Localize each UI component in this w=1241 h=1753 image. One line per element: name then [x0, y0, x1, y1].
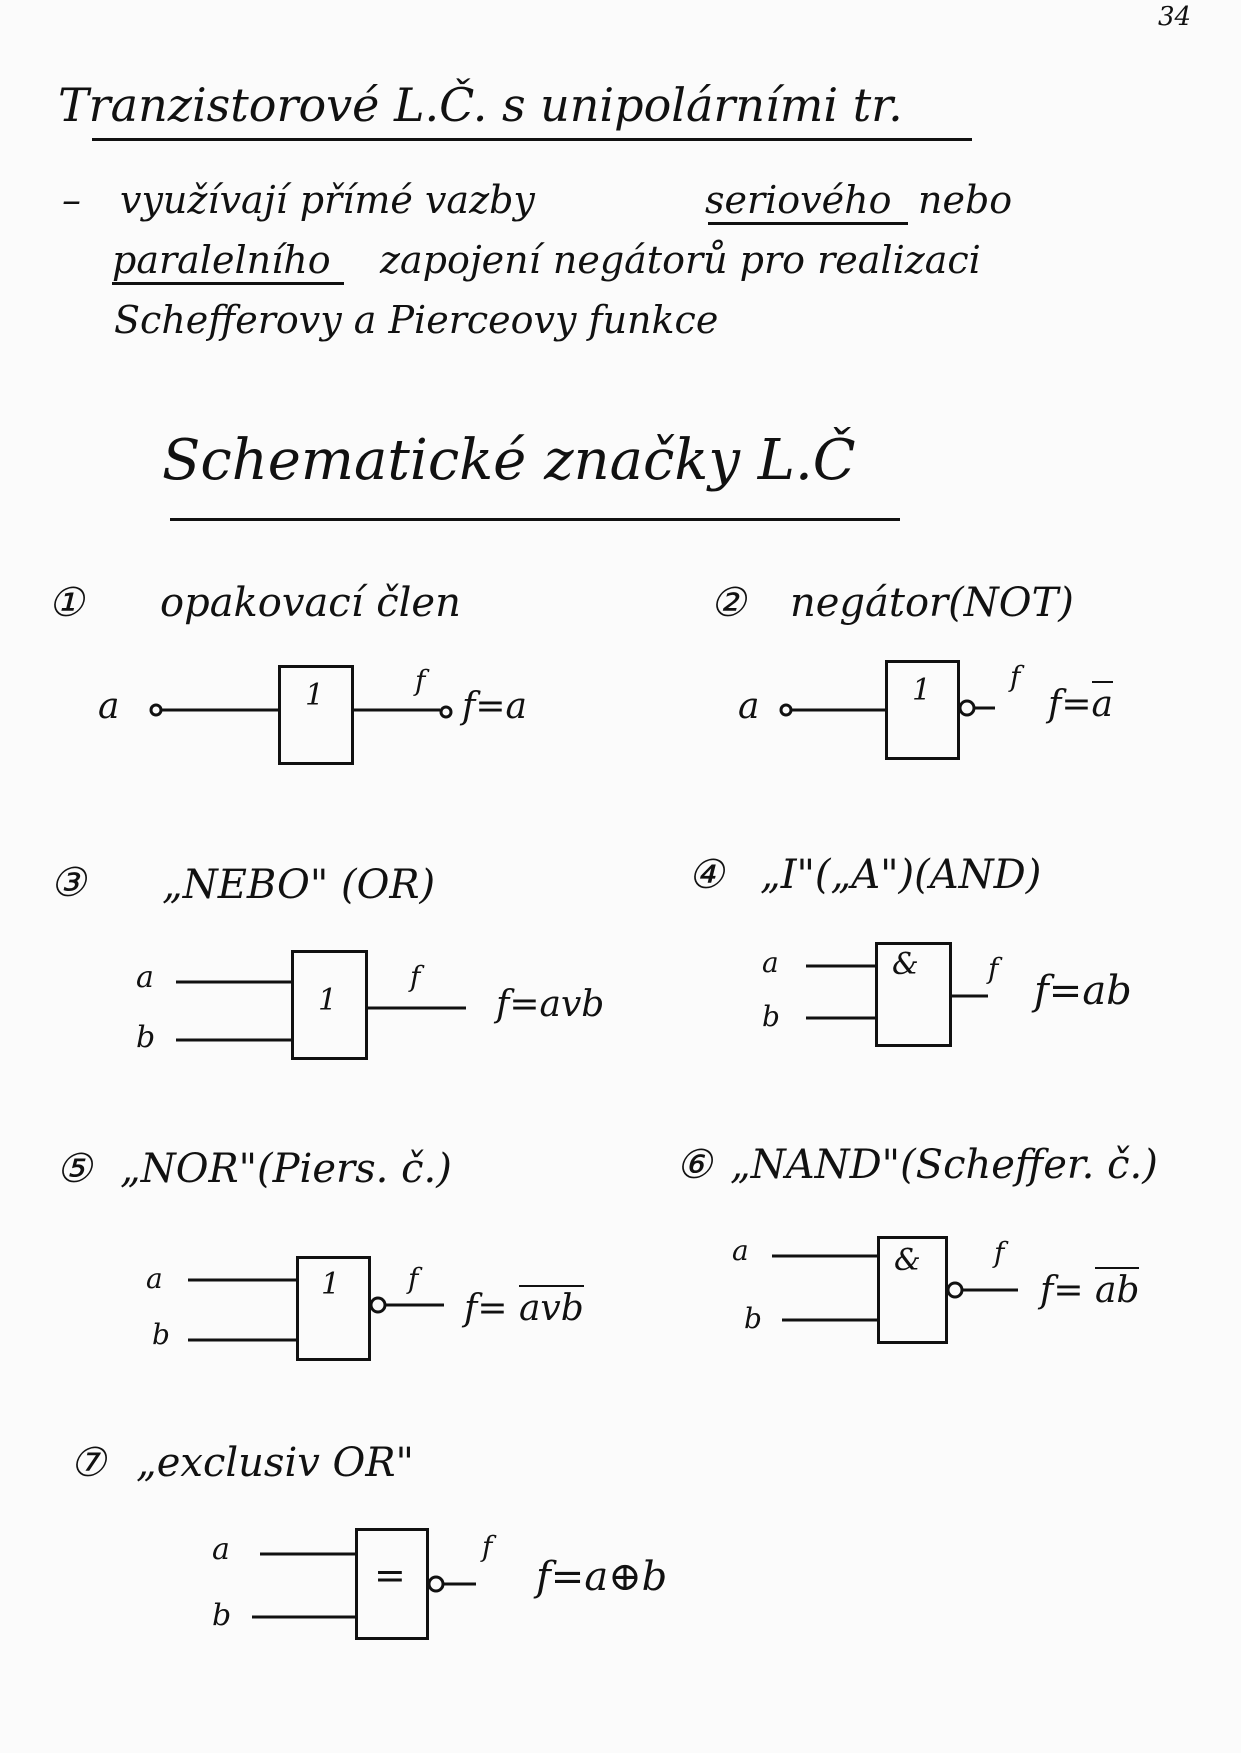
gate-3-formula: f=avb	[496, 984, 605, 1025]
gate-6-input-b: b	[744, 1302, 762, 1335]
gate-5-label: „NOR"(Piers. č.)	[120, 1146, 452, 1192]
bullet-line1-b: seriového	[705, 178, 892, 222]
gate-5-number: ⑤	[56, 1146, 92, 1192]
negation-bubble	[960, 701, 974, 715]
gate-1-formula: f=a	[462, 686, 527, 727]
gate-1-number: ①	[48, 580, 84, 626]
bullet-line3: Schefferovy a Pierceovy funkce	[114, 298, 719, 342]
gate-1-box	[278, 665, 354, 765]
gate-2-output: f	[1010, 660, 1021, 693]
gate-4-formula: f=ab	[1034, 968, 1132, 1014]
gate-4-box	[875, 942, 952, 1047]
bullet-dash: –	[62, 178, 81, 222]
gate-3-input-b: b	[136, 1020, 156, 1055]
page-number: 34	[1158, 2, 1192, 32]
gate-4-label: „I"(„A")(AND)	[760, 852, 1042, 898]
gate-5-symbol: 1	[321, 1267, 341, 1302]
gate-3-number: ③	[50, 860, 86, 906]
gate-1-input-a: a	[98, 686, 120, 727]
gate-4-symbol: &	[892, 947, 919, 982]
output-terminal	[441, 707, 451, 717]
gate-1-output: f	[415, 664, 426, 697]
gate-6-output: f	[994, 1236, 1005, 1269]
gate-4-number: ④	[688, 852, 724, 898]
bullet-line2-b: zapojení negátorů pro realizaci	[380, 238, 981, 282]
gate-2-box	[885, 660, 960, 760]
gate-3-box	[291, 950, 368, 1060]
bullet-line1-c: nebo	[918, 178, 1013, 222]
gate-5-input-b: b	[152, 1318, 170, 1351]
gate-6-formula: f= ab	[1040, 1270, 1139, 1311]
gate-7-output: f	[482, 1530, 493, 1563]
gate-2-formula: f=a	[1048, 684, 1113, 725]
gate-5-formula: f= avb	[464, 1288, 584, 1329]
gate-5-output: f	[408, 1262, 419, 1295]
gate-3-symbol: 1	[318, 983, 338, 1018]
gate-2-symbol: 1	[912, 673, 932, 708]
gate-7-box	[355, 1528, 429, 1640]
gate-6-input-a: a	[732, 1234, 749, 1267]
gate-7-input-b: b	[212, 1598, 232, 1633]
gate-4-input-b: b	[762, 1000, 780, 1033]
gate-1-label: opakovací člen	[160, 580, 461, 626]
gate-6-symbol: &	[894, 1243, 921, 1278]
bullet-line2-a: paralelního	[112, 238, 331, 282]
gate-4-output: f	[988, 952, 999, 985]
gate-2-label: negátor(NOT)	[790, 580, 1074, 626]
bullet-line1-a: využívají přímé vazby	[120, 178, 535, 222]
gate-4-input-a: a	[762, 946, 779, 979]
page-title: Tranzistorové L.Č. s unipolárními tr.	[58, 78, 903, 132]
gate-3-label: „NEBO" (OR)	[162, 862, 436, 908]
gate-2-number: ②	[710, 580, 746, 626]
gate-3-input-a: a	[136, 960, 154, 995]
section-title: Schematické značky L.Č	[162, 428, 856, 493]
gate-7-formula: f=a⊕b	[536, 1554, 668, 1600]
gate-7-input-a: a	[212, 1532, 230, 1567]
gate-5-box	[296, 1256, 371, 1361]
gate-5-input-a: a	[146, 1262, 163, 1295]
gate-3-output: f	[410, 960, 421, 993]
gate-6-label: „NAND"(Scheffer. č.)	[730, 1142, 1158, 1188]
gate-2-input-a: a	[738, 686, 760, 727]
gate-7-label: „exclusiv OR"	[136, 1440, 414, 1486]
gate-6-box	[877, 1236, 948, 1344]
gate-6-number: ⑥	[676, 1142, 712, 1188]
gate-7-symbol: =	[374, 1553, 406, 1597]
gate-1-symbol: 1	[305, 678, 325, 713]
gate-7-number: ⑦	[70, 1440, 106, 1486]
input-terminal	[151, 705, 161, 715]
